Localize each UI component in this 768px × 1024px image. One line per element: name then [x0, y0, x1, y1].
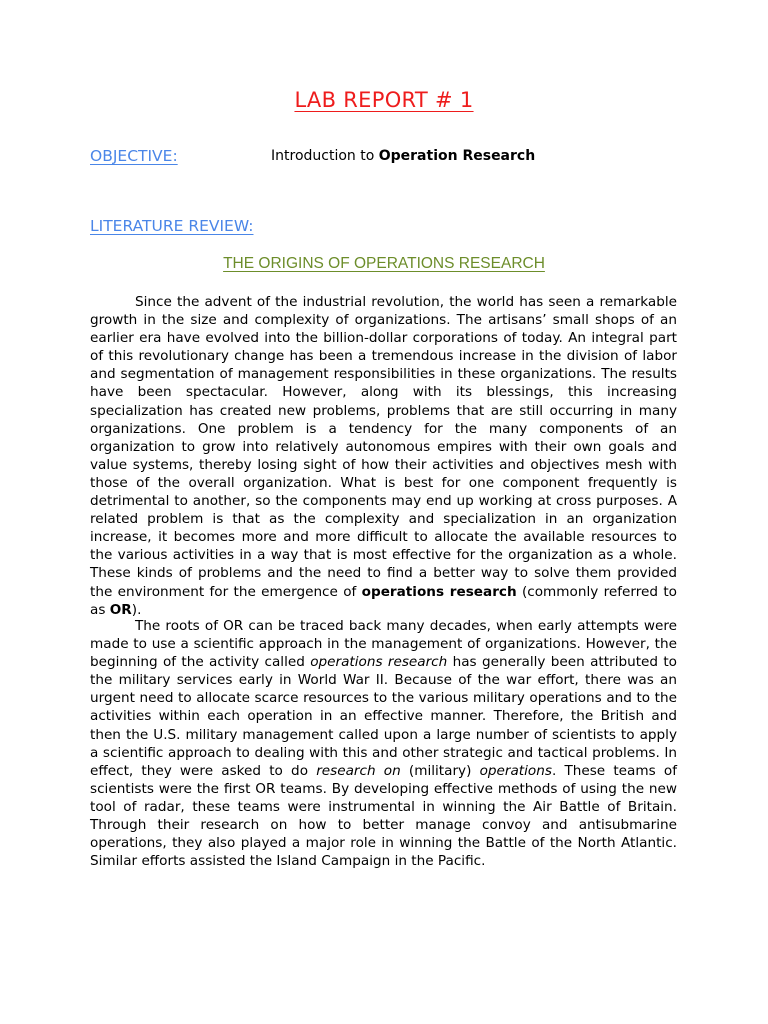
page-title: LAB REPORT # 1: [294, 88, 474, 112]
section-subheading: THE ORIGINS OF OPERATIONS RESEARCH: [223, 255, 545, 272]
objective-topic: Operation Research: [378, 148, 536, 164]
paragraph-1-bold-abbrev: OR: [109, 601, 132, 618]
objective-prefix: Introduction to: [271, 148, 379, 164]
paragraph-1-middle: (commonly referred to as: [90, 583, 677, 618]
paragraph-2-text-1: The roots of OR can be traced back many decades, when early attempts were made to use a scientific approach in the management of organizations. However, the beginning of the activity called: [90, 618, 677, 671]
paragraph-2-text-4: . These teams of scientists were the first OR teams. By developing effective methods of using the new tool of radar, these teams were instrumental in winning the Air Battle of Britain. Through their research on how to better manage convoy and antisubmarine operations, they also played a major role in winning the Battle of the North Atlantic. Similar efforts assisted the Island Campaign in the Pacific.: [90, 762, 677, 870]
paragraph-1-end: ).: [131, 601, 142, 618]
paragraph-2-italic-1: operations research: [310, 654, 448, 671]
paragraph-2-italic-2: research on: [316, 762, 401, 779]
paragraph-1-bold-term: operations research: [361, 583, 517, 600]
objective-heading: OBJECTIVE:: [90, 147, 178, 165]
paragraph-origins: [90, 293, 677, 619]
paragraph-2-text-3: (military): [400, 762, 480, 779]
paragraph-1-text: Since the advent of the industrial revolution, the world has seen a remarkable growth in the size and complexity of organizations. The artisans’ small shops of an earlier era have evolved into the billion-dollar corporations of today. An integral part of this revolutionary change has been a tremendous increase in the division of labor and segmentation of management responsibilities in these organizations. The results have been spectacular. However, along with its blessings, this increasing specialization has created new problems, problems that are still occurring in many organizations. One problem is a tendency for the many components of an organization to grow into relatively autonomous empires with their own goals and value systems, thereby losing sight of how their activities and objectives mesh with those of the overall organization. What is best for one component frequently is detrimental to another, so the components may end up working at cross purposes. A related problem is that as the complexity and specialization in an organization increase, it becomes more and more difficult to allocate the available resources to the various activities in a way that is most effective for the organization as a whole. These kinds of problems and the need to find a better way to solve them provided the environment for the emergence of: [90, 294, 677, 600]
paragraph-roots: [90, 617, 677, 870]
objective-text: [271, 148, 535, 164]
literature-review-heading: LITERATURE REVIEW:: [90, 217, 254, 235]
paragraph-2-text-2: has generally been attributed to the military services early in World War II. Because of the war effort, there was an urgent need to allocate scarce resources to the various military operations and to the activities within each operation in an effective manner. Therefore, the British and then the U.S. military management called upon a large number of scientists to apply a scientific approach to dealing with this and other strategic and tactical problems. In effect, they were asked to do: [90, 654, 678, 779]
paragraph-2-italic-3: operations: [479, 762, 552, 779]
